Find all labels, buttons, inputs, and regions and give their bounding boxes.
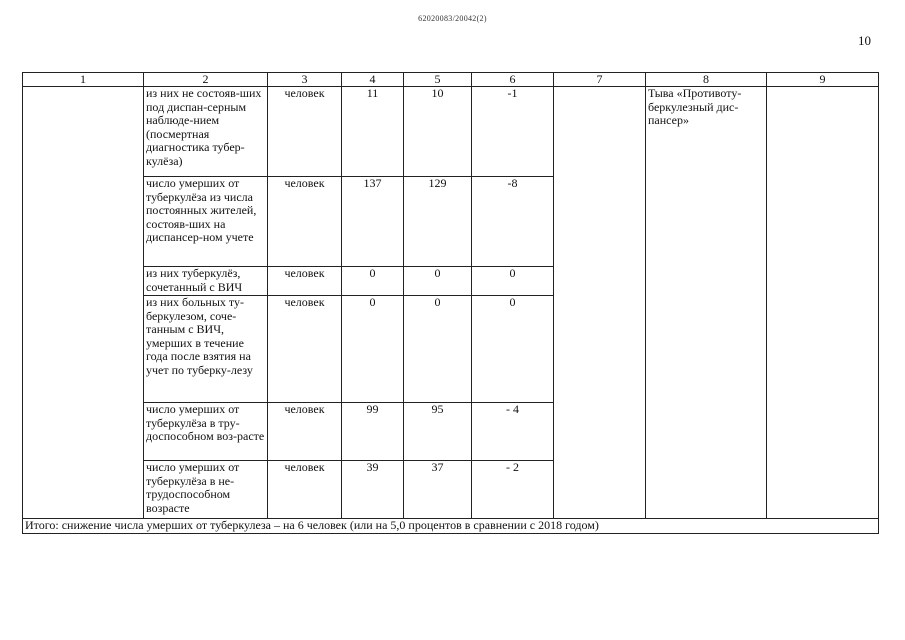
indicator-cell: число умерших от туберкулёза из числа постоянных жителей, состояв-ших на диспансер-ном учете	[144, 177, 268, 267]
column-header: 1	[23, 73, 144, 87]
unit-cell: человек	[268, 403, 342, 461]
indicator-cell: число умерших от туберкулёза в не-трудоспособном возрасте	[144, 461, 268, 519]
column-header: 8	[646, 73, 767, 87]
difference-cell: 0	[472, 296, 554, 403]
value-2019-cell: 10	[404, 87, 472, 177]
column-header: 2	[144, 73, 268, 87]
difference-cell: - 2	[472, 461, 554, 519]
value-2018-cell: 99	[342, 403, 404, 461]
value-2019-cell: 0	[404, 267, 472, 296]
page-number: 10	[858, 33, 871, 48]
column-header: 4	[342, 73, 404, 87]
column-1-cell	[23, 87, 144, 519]
indicator-cell: из них туберкулёз, сочетанный с ВИЧ	[144, 267, 268, 296]
difference-cell: -1	[472, 87, 554, 177]
indicator-cell: число умерших от туберкулёза в тру-доспособном воз-расте	[144, 403, 268, 461]
value-2019-cell: 37	[404, 461, 472, 519]
value-2018-cell: 0	[342, 296, 404, 403]
unit-cell: человек	[268, 267, 342, 296]
document-code: 62020083/20042(2)	[418, 14, 487, 23]
indicator-cell: из них не состояв-ших под диспан-серным наблюде-нием (посмертная диагностика тубер-кулёза)	[144, 87, 268, 177]
summary-text: Итого: снижение числа умерших от туберкулеза – на 6 человек (или на 5,0 процентов в сравнении с 2018 годом)	[23, 519, 879, 534]
unit-cell: человек	[268, 87, 342, 177]
column-9-cell	[767, 87, 879, 519]
indicator-cell: из них больных ту-беркулезом, соче-танным с ВИЧ, умерших в течение года после взятия на учет по туберку-лезу	[144, 296, 268, 403]
column-header: 7	[554, 73, 646, 87]
column-header: 5	[404, 73, 472, 87]
difference-cell: 0	[472, 267, 554, 296]
column-header: 6	[472, 73, 554, 87]
difference-cell: -8	[472, 177, 554, 267]
value-2018-cell: 0	[342, 267, 404, 296]
unit-cell: человек	[268, 177, 342, 267]
value-2018-cell: 39	[342, 461, 404, 519]
unit-cell: человек	[268, 296, 342, 403]
value-2019-cell: 95	[404, 403, 472, 461]
column-header: 9	[767, 73, 879, 87]
value-2018-cell: 137	[342, 177, 404, 267]
data-table	[22, 72, 879, 534]
difference-cell: - 4	[472, 403, 554, 461]
column-7-cell	[554, 87, 646, 519]
value-2019-cell: 129	[404, 177, 472, 267]
value-2018-cell: 11	[342, 87, 404, 177]
column-header: 3	[268, 73, 342, 87]
summary-row	[23, 519, 879, 534]
unit-cell: человек	[268, 461, 342, 519]
column-number-row	[23, 73, 879, 87]
table-row	[23, 87, 879, 177]
organization-cell: Тыва «Противоту-беркулезный дис-пансер»	[646, 87, 767, 519]
value-2019-cell: 0	[404, 296, 472, 403]
